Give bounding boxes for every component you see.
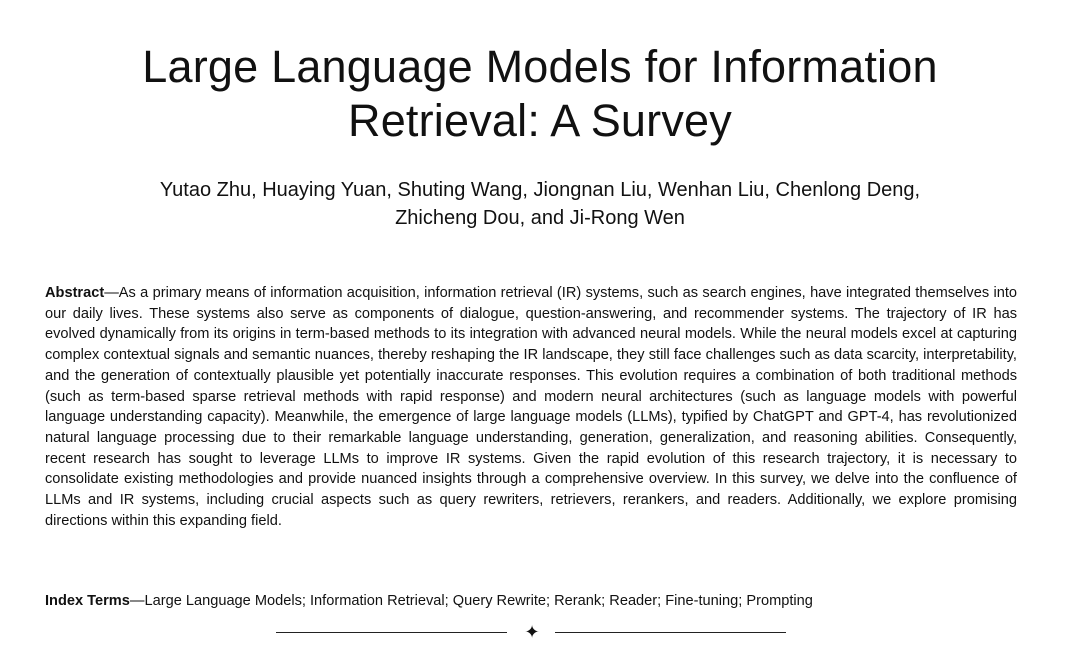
index-terms-text: —Large Language Models; Information Retrieval; Query Rewrite; Rerank; Reader; Fine-tuning; Prompting — [129, 593, 813, 609]
abstract-label: Abstract — [45, 285, 105, 301]
paper-title-line: Large Language Models for Information — [142, 41, 938, 92]
index-terms — [45, 591, 1017, 611]
paper-title — [60, 40, 1020, 148]
section-separator — [0, 621, 1080, 645]
author-list — [60, 176, 1020, 232]
index-terms-label: Index Terms — [45, 593, 130, 609]
separator-line-right — [555, 632, 786, 633]
abstract-text: —As a primary means of information acquisition, information retrieval (IR) systems, such as search engines, have integrated themselves into our daily lives. These systems also serve as components of dialogue, question-answering, and recommender systems. The trajectory of IR has evolved dynamically from its origins in term-based methods to its integration with advanced neural models. While the neural models excel at capturing complex contextual signals and semantic nuances, thereby reshaping the IR landscape, they still face challenges such as data scarcity, interpretability, and the generation of contextually plausible yet potentially inaccurate responses. This evolution requires a combination of both traditional methods (such as term-based sparse retrieval methods with rapid response) and modern neural architectures (such as language models with powerful language understanding capacity). Meanwhile, the emergence of large language models (LLMs), typified by ChatGPT and GPT-4, has revolutionized natural language processing due to their remarkable language understanding, generation, generalization, and reasoning abilities. Consequently, recent research has sought to leverage LLMs to improve IR systems. Given the rapid evolution of this research trajectory, it is necessary to consolidate existing methodologies and provide nuanced insights through a comprehensive overview. In this survey, we delve into the confluence of LLMs and IR systems, including crucial aspects such as query rewriters, retrievers, rerankers, and readers. Additionally, we explore promising directions within this expanding field. — [45, 285, 1017, 529]
separator-line-left — [276, 632, 507, 633]
paper-title-line: Retrieval: A Survey — [348, 95, 732, 146]
author-line: Yutao Zhu, Huaying Yuan, Shuting Wang, Jiongnan Liu, Wenhan Liu, Chenlong Deng, — [159, 179, 921, 201]
author-line: Zhicheng Dou, and Ji-Rong Wen — [395, 207, 685, 229]
abstract — [45, 283, 1017, 531]
four-pointed-star-icon: ✦ — [524, 622, 540, 643]
